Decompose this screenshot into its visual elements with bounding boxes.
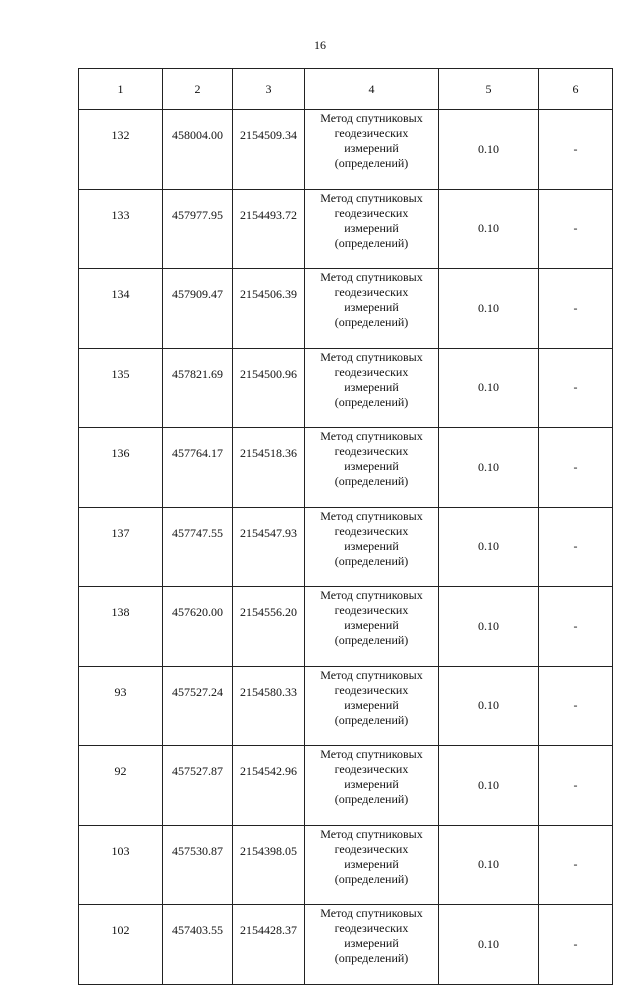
method-cell: [305, 666, 439, 746]
point-number-cell: 132: [79, 110, 163, 190]
column-header: 5: [439, 69, 539, 110]
x-coordinate-cell: 457747.55: [163, 507, 233, 587]
method-cell: [305, 348, 439, 428]
method-line: геодезических: [334, 205, 409, 220]
method-line: (определений): [334, 394, 409, 409]
table-row: [79, 746, 613, 826]
method-line: измерений: [344, 379, 399, 394]
accuracy-cell: 0.10: [439, 189, 539, 269]
y-coordinate-cell: 2154493.72: [233, 189, 305, 269]
method-line: Метод спутниковых: [320, 747, 423, 761]
y-coordinate-cell: 2154518.36: [233, 428, 305, 508]
method-line: измерений: [344, 538, 399, 553]
column-header: 3: [233, 69, 305, 110]
method-line: геодезических: [334, 126, 409, 140]
method-line: (определений): [334, 553, 409, 568]
y-coordinate-cell: 2154509.34: [233, 110, 305, 190]
x-coordinate-cell: 458004.00: [163, 110, 233, 190]
method-cell: [305, 507, 439, 587]
method-cell: [305, 746, 439, 826]
accuracy-cell: 0.10: [439, 428, 539, 508]
method-line: Метод спутниковых: [320, 429, 423, 443]
method-line: Метод спутниковых: [320, 588, 423, 602]
x-coordinate-cell: 457620.00: [163, 587, 233, 667]
x-coordinate-cell: 457977.95: [163, 189, 233, 269]
table-row: [79, 905, 613, 985]
method-line: Метод спутниковых: [320, 349, 423, 364]
method-line: (определений): [334, 156, 409, 170]
method-line: геодезических: [334, 523, 409, 538]
x-coordinate-cell: 457764.17: [163, 428, 233, 508]
accuracy-cell: 0.10: [439, 269, 539, 349]
point-number-cell: 93: [79, 666, 163, 746]
accuracy-cell: 0.10: [439, 825, 539, 905]
table-row: [79, 587, 613, 667]
x-coordinate-cell: 457527.87: [163, 746, 233, 826]
y-coordinate-cell: 2154556.20: [233, 587, 305, 667]
method-line: геодезических: [334, 682, 409, 697]
note-cell: -: [539, 110, 613, 190]
table-row: [79, 825, 613, 905]
method-line: измерений: [344, 618, 399, 632]
table-row: [79, 110, 613, 190]
point-number-cell: 136: [79, 428, 163, 508]
method-cell: [305, 428, 439, 508]
column-header: 1: [79, 69, 163, 110]
table-row: [79, 666, 613, 746]
point-number-cell: 138: [79, 587, 163, 667]
method-line: (определений): [334, 315, 409, 329]
method-cell: [305, 269, 439, 349]
method-line: геодезических: [334, 364, 409, 379]
note-cell: -: [539, 348, 613, 428]
x-coordinate-cell: 457530.87: [163, 825, 233, 905]
method-line: измерений: [344, 697, 399, 712]
table-row: [79, 507, 613, 587]
method-line: Метод спутниковых: [320, 508, 423, 523]
method-line: (определений): [334, 792, 409, 806]
method-line: геодезических: [334, 444, 409, 458]
method-line: геодезических: [334, 921, 409, 935]
table-row: [79, 269, 613, 349]
accuracy-cell: 0.10: [439, 666, 539, 746]
accuracy-cell: 0.10: [439, 746, 539, 826]
method-line: измерений: [344, 459, 399, 473]
point-number-cell: 133: [79, 189, 163, 269]
note-cell: -: [539, 189, 613, 269]
column-header: 4: [305, 69, 439, 110]
accuracy-cell: 0.10: [439, 905, 539, 985]
y-coordinate-cell: 2154542.96: [233, 746, 305, 826]
method-line: измерений: [344, 856, 399, 871]
point-number-cell: 102: [79, 905, 163, 985]
table-row: [79, 348, 613, 428]
x-coordinate-cell: 457403.55: [163, 905, 233, 985]
method-line: измерений: [344, 141, 399, 155]
method-cell: [305, 110, 439, 190]
table-row: [79, 428, 613, 508]
method-line: Метод спутниковых: [320, 906, 423, 920]
method-cell: [305, 825, 439, 905]
coordinates-table: [78, 68, 613, 985]
method-line: измерений: [344, 220, 399, 235]
method-cell: [305, 905, 439, 985]
note-cell: -: [539, 428, 613, 508]
method-line: (определений): [334, 871, 409, 886]
point-number-cell: 137: [79, 507, 163, 587]
y-coordinate-cell: 2154580.33: [233, 666, 305, 746]
table-body: [79, 110, 613, 985]
method-line: (определений): [334, 235, 409, 250]
method-line: геодезических: [334, 762, 409, 776]
point-number-cell: 92: [79, 746, 163, 826]
note-cell: -: [539, 825, 613, 905]
method-line: Метод спутниковых: [320, 111, 423, 125]
column-header: 6: [539, 69, 613, 110]
point-number-cell: 135: [79, 348, 163, 428]
note-cell: -: [539, 269, 613, 349]
method-line: геодезических: [334, 285, 409, 299]
y-coordinate-cell: 2154428.37: [233, 905, 305, 985]
method-line: (определений): [334, 951, 409, 965]
method-line: (определений): [334, 633, 409, 647]
method-line: Метод спутниковых: [320, 826, 423, 841]
y-coordinate-cell: 2154547.93: [233, 507, 305, 587]
method-line: измерений: [344, 300, 399, 314]
method-line: (определений): [334, 474, 409, 488]
method-line: измерений: [344, 777, 399, 791]
method-line: (определений): [334, 712, 409, 727]
note-cell: -: [539, 507, 613, 587]
method-line: Метод спутниковых: [320, 270, 423, 284]
x-coordinate-cell: 457821.69: [163, 348, 233, 428]
accuracy-cell: 0.10: [439, 587, 539, 667]
accuracy-cell: 0.10: [439, 507, 539, 587]
table-header-row: [79, 69, 613, 110]
method-cell: [305, 587, 439, 667]
note-cell: -: [539, 746, 613, 826]
x-coordinate-cell: 457527.24: [163, 666, 233, 746]
page-number: 16: [314, 38, 326, 52]
table-row: [79, 189, 613, 269]
note-cell: -: [539, 905, 613, 985]
method-line: геодезических: [334, 841, 409, 856]
point-number-cell: 134: [79, 269, 163, 349]
y-coordinate-cell: 2154500.96: [233, 348, 305, 428]
x-coordinate-cell: 457909.47: [163, 269, 233, 349]
y-coordinate-cell: 2154398.05: [233, 825, 305, 905]
note-cell: -: [539, 587, 613, 667]
method-line: измерений: [344, 936, 399, 950]
method-line: Метод спутниковых: [320, 667, 423, 682]
point-number-cell: 103: [79, 825, 163, 905]
column-header: 2: [163, 69, 233, 110]
method-line: Метод спутниковых: [320, 190, 423, 205]
accuracy-cell: 0.10: [439, 110, 539, 190]
method-cell: [305, 189, 439, 269]
method-line: геодезических: [334, 603, 409, 617]
note-cell: -: [539, 666, 613, 746]
accuracy-cell: 0.10: [439, 348, 539, 428]
y-coordinate-cell: 2154506.39: [233, 269, 305, 349]
